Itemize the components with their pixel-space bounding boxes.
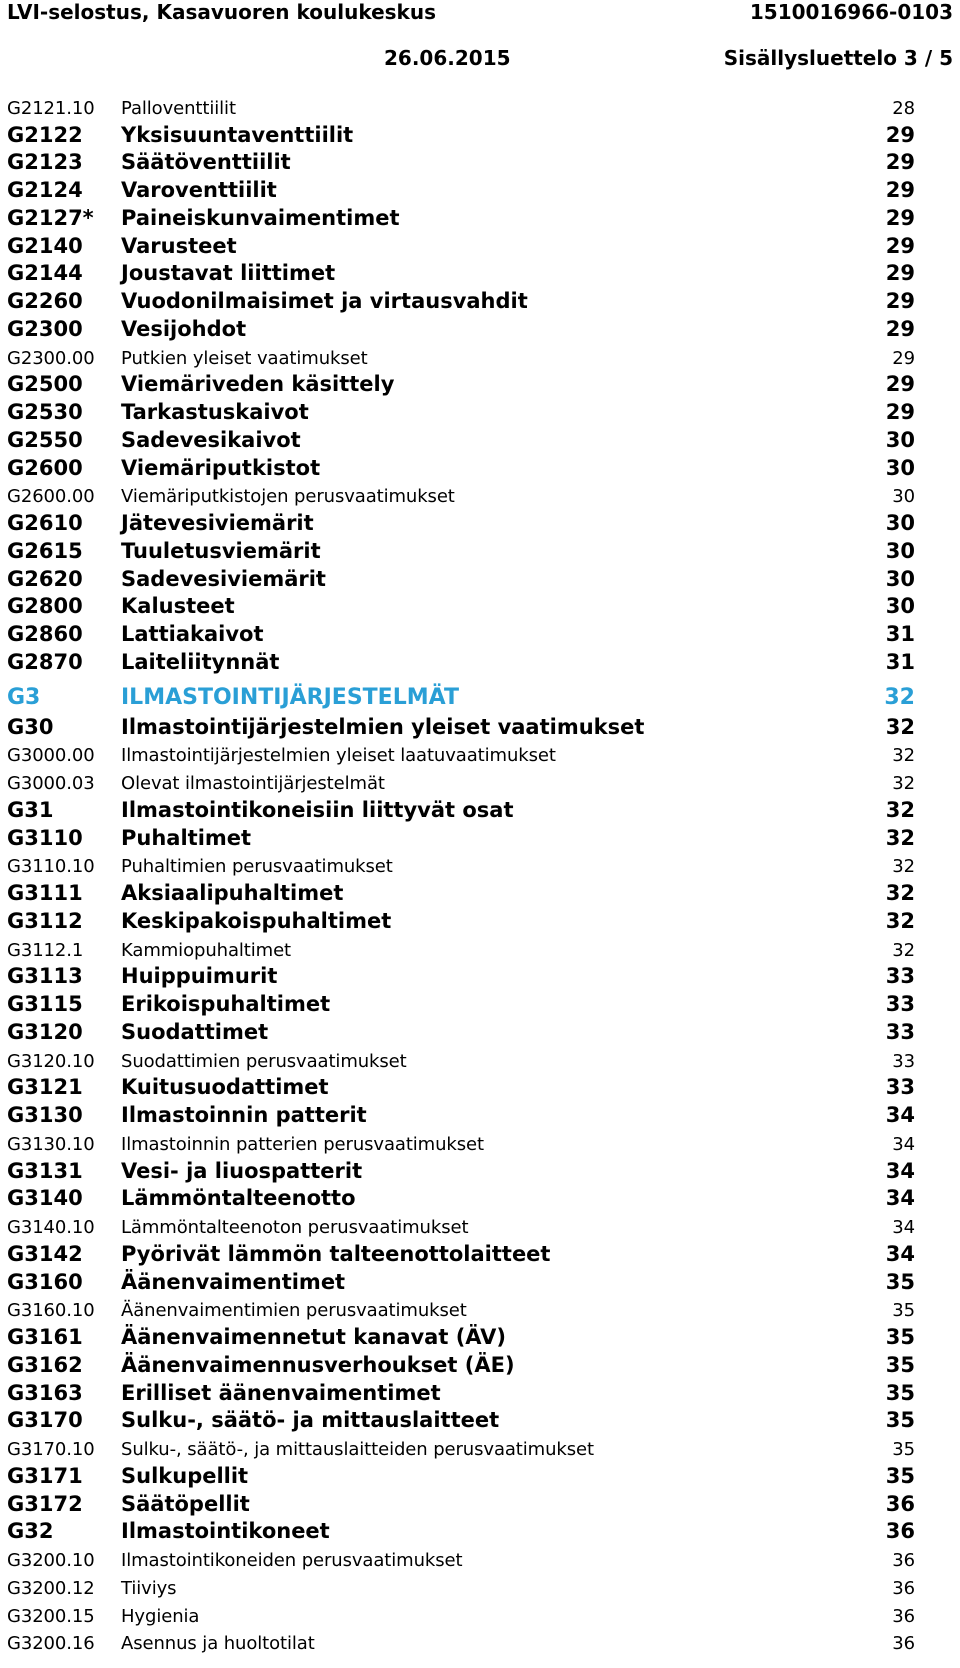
toc-entry-title: Suodattimet <box>121 1019 269 1044</box>
toc-entry-page: 36 <box>885 1519 915 1544</box>
toc-entry-title: Lämmöntalteenoton perusvaatimukset <box>121 1217 469 1238</box>
toc-entry[interactable] <box>0 454 960 482</box>
toc-entry-page: 35 <box>885 1352 915 1377</box>
toc-entry-title: Sulku-, säätö-, ja mittauslaitteiden perusvaatimukset <box>121 1439 594 1460</box>
toc-entry-code: G3111 <box>7 881 83 905</box>
toc-entry-page: 35 <box>892 1300 915 1322</box>
toc-entry-code: G3120 <box>7 1019 83 1044</box>
toc-entry-title: Aksiaalipuhaltimet <box>121 881 344 905</box>
toc-entry-page: 35 <box>885 1269 915 1294</box>
toc-entry-title: Kalusteet <box>121 594 235 619</box>
toc-entry-page: 29 <box>885 400 915 424</box>
toc-entry[interactable] <box>0 935 960 963</box>
toc-entry-title: Lattiakaivot <box>121 622 264 646</box>
toc-entry-title: Äänenvaimentimien perusvaatimukset <box>121 1300 467 1322</box>
toc-entry-page: 35 <box>885 1325 915 1349</box>
toc-entry-code: G2530 <box>7 400 83 424</box>
toc-entry-page: 33 <box>885 1019 915 1044</box>
toc-entry-code: G3163 <box>7 1380 83 1405</box>
toc-entry[interactable] <box>0 1601 960 1629</box>
toc-entry-code: G3200.16 <box>7 1633 95 1655</box>
toc-entry[interactable] <box>0 676 960 713</box>
toc-entry-page: 32 <box>892 939 915 961</box>
toc-entry[interactable] <box>0 620 960 648</box>
toc-entry-code: G3160.10 <box>7 1300 95 1322</box>
toc-entry[interactable] <box>0 852 960 880</box>
toc-entry-code: G3161 <box>7 1325 83 1349</box>
toc-entry-title: Joustavat liittimet <box>121 261 336 286</box>
toc-entry-code: G2140 <box>7 233 83 258</box>
toc-entry-code: G3200.10 <box>7 1550 95 1571</box>
toc-entry[interactable] <box>0 343 960 371</box>
toc-entry[interactable] <box>0 990 960 1018</box>
toc-entry[interactable] <box>0 287 960 315</box>
toc-entry-code: G3130 <box>7 1103 83 1127</box>
toc-entry-code: G2123 <box>7 150 83 175</box>
toc-entry[interactable] <box>0 509 960 537</box>
toc-entry-page: 30 <box>885 511 915 535</box>
toc-entry-page: 33 <box>885 1075 915 1100</box>
toc-entry[interactable] <box>0 1157 960 1185</box>
toc-entry-title: Äänenvaimennetut kanavat (ÄV) <box>121 1325 506 1349</box>
toc-entry-page: 31 <box>885 622 915 646</box>
toc-entry[interactable] <box>0 1490 960 1518</box>
toc-entry-page: 32 <box>892 856 915 878</box>
toc-entry-page: 32 <box>885 908 915 933</box>
toc-entry-title: Putkien yleiset vaatimukset <box>121 347 368 369</box>
toc-entry[interactable] <box>0 232 960 260</box>
toc-entry-page: 34 <box>885 1186 915 1211</box>
toc-entry[interactable] <box>0 204 960 232</box>
toc-entry-code: G3171 <box>7 1463 83 1488</box>
toc-entry-code: G3115 <box>7 992 83 1016</box>
toc-entry-title: Tiiviys <box>121 1577 177 1599</box>
toc-entry[interactable] <box>0 796 960 824</box>
toc-entry-code: G3170 <box>7 1408 83 1433</box>
toc-entry[interactable] <box>0 824 960 852</box>
toc-entry-page: 32 <box>892 745 915 767</box>
toc-entry-code: G3121 <box>7 1075 83 1100</box>
toc-entry-code: G3 <box>7 684 41 710</box>
toc-entry[interactable] <box>0 482 960 510</box>
toc-entry-title: Tarkastuskaivot <box>121 400 309 424</box>
toc-entry[interactable] <box>0 907 960 935</box>
toc-entry[interactable] <box>0 426 960 454</box>
toc-entry-page: 34 <box>892 1217 915 1238</box>
toc-entry-title: Vuodonilmaisimet ja virtausvahdit <box>121 289 528 313</box>
toc-entry-code: G3000.03 <box>7 773 95 794</box>
toc-entry-title: Vesi- ja liuospatterit <box>121 1158 363 1183</box>
toc-entry-page: 36 <box>892 1605 915 1627</box>
toc-entry-title: Kammiopuhaltimet <box>121 939 291 961</box>
toc-entry-page: 30 <box>892 486 915 508</box>
toc-entry-title: Laiteliitynnät <box>121 649 280 674</box>
toc-entry-code: G3140.10 <box>7 1217 95 1238</box>
toc-entry-page: 29 <box>885 122 915 147</box>
toc-entry-code: G2800 <box>7 594 83 619</box>
toc-entry-page: 29 <box>885 289 915 313</box>
toc-entry-title: Ilmastointijärjestelmien yleiset laatuvaatimukset <box>121 745 556 767</box>
toc-entry-page: 29 <box>885 372 915 397</box>
toc-entry-title: Varoventtiilit <box>121 178 277 202</box>
toc-entry-page: 29 <box>885 150 915 175</box>
toc-entry-code: G3142 <box>7 1241 83 1266</box>
toc-entry[interactable] <box>0 1101 960 1129</box>
toc-entry[interactable] <box>0 176 960 204</box>
toc-entry[interactable] <box>0 93 960 121</box>
toc-entry-code: G2300 <box>7 316 83 341</box>
toc-entry-title: Säätöventtiilit <box>121 150 291 175</box>
toc-entry[interactable] <box>0 879 960 907</box>
toc-entry[interactable] <box>0 593 960 621</box>
toc-entry-page: 32 <box>884 684 915 710</box>
toc-entry-title: Sulkupellit <box>121 1463 249 1488</box>
document-date: 26.06.2015 <box>384 46 511 70</box>
toc-entry-page: 29 <box>885 178 915 202</box>
toc-entry-page: 34 <box>885 1103 915 1127</box>
toc-entry-title: Hygienia <box>121 1605 200 1627</box>
toc-entry-page: 34 <box>892 1133 915 1155</box>
toc-entry-title: Huippuimurit <box>121 964 278 989</box>
toc-entry[interactable] <box>0 1296 960 1324</box>
toc-entry[interactable] <box>0 741 960 769</box>
toc-entry-code: G3130.10 <box>7 1133 95 1155</box>
toc-entry-title: Suodattimien perusvaatimukset <box>121 1050 407 1072</box>
toc-entry-code: G3112 <box>7 908 83 933</box>
toc-entry[interactable] <box>0 537 960 565</box>
toc-entry-code: G3120.10 <box>7 1050 95 1072</box>
toc-entry-page: 36 <box>885 1491 915 1516</box>
toc-entry-code: G31 <box>7 797 54 822</box>
toc-entry[interactable] <box>0 1046 960 1074</box>
toc-entry-code: G3170.10 <box>7 1439 95 1460</box>
toc-entry-code: G3110.10 <box>7 856 95 878</box>
toc-entry-code: G3160 <box>7 1269 83 1294</box>
toc-entry-page: 32 <box>885 825 915 850</box>
toc-entry-code: G2300.00 <box>7 347 95 369</box>
toc-entry-page: 36 <box>892 1577 915 1599</box>
toc-entry-page: 29 <box>885 233 915 258</box>
toc-entry-code: G3172 <box>7 1491 83 1516</box>
toc-entry-page: 33 <box>892 1050 915 1072</box>
toc-entry-title: Ilmastointijärjestelmien yleiset vaatimukset <box>121 714 645 739</box>
page-label: Sisällysluettelo 3 / 5 <box>723 46 953 70</box>
toc-entry-title: Vesijohdot <box>121 316 247 341</box>
toc-entry-title: Viemäriputkistot <box>121 455 321 480</box>
toc-entry-title: Ilmastoinnin patterien perusvaatimukset <box>121 1133 484 1155</box>
toc-entry-code: G2870 <box>7 649 83 674</box>
toc-entry-title: Pyörivät lämmön talteenottolaitteet <box>121 1241 551 1266</box>
toc-entry[interactable] <box>0 149 960 177</box>
toc-entry-page: 32 <box>885 714 915 739</box>
toc-entry-page: 29 <box>892 347 915 369</box>
document-number: 1510016966-0103 <box>749 0 953 24</box>
toc-entry[interactable] <box>0 1434 960 1462</box>
toc-entry-code: G3200.12 <box>7 1577 95 1599</box>
toc-entry-title: Sadevesiviemärit <box>121 566 326 591</box>
toc-entry[interactable] <box>0 1407 960 1435</box>
toc-entry-code: G2600.00 <box>7 486 95 508</box>
toc-entry-code: G2615 <box>7 538 83 563</box>
toc-entry-code: G2610 <box>7 511 83 535</box>
toc-entry[interactable] <box>0 1212 960 1240</box>
toc-entry-page: 35 <box>885 1408 915 1433</box>
toc-entry-page: 30 <box>885 566 915 591</box>
toc-entry-code: G2124 <box>7 178 83 202</box>
document-title: LVI-selostus, Kasavuoren koulukeskus <box>7 0 436 24</box>
toc-entry-title: Erilliset äänenvaimentimet <box>121 1380 441 1405</box>
toc-entry-title: Tuuletusviemärit <box>121 538 321 563</box>
toc-entry-title: Ilmastointikoneiden perusvaatimukset <box>121 1550 463 1571</box>
toc-entry-title: Säätöpellit <box>121 1491 250 1516</box>
toc-entry-page: 30 <box>885 455 915 480</box>
toc-entry-code: G3131 <box>7 1158 83 1183</box>
toc-entry-page: 28 <box>892 97 915 119</box>
toc-entry[interactable] <box>0 1573 960 1601</box>
toc-entry-page: 29 <box>885 316 915 341</box>
toc-entry-code: G32 <box>7 1519 54 1544</box>
toc-entry-page: 32 <box>885 797 915 822</box>
toc-entry[interactable] <box>0 1018 960 1046</box>
toc-entry[interactable] <box>0 1185 960 1213</box>
toc-entry-page: 30 <box>885 594 915 619</box>
toc-entry-title: Äänenvaimentimet <box>121 1269 346 1294</box>
toc-entry-page: 31 <box>885 649 915 674</box>
toc-entry-code: G3110 <box>7 825 83 850</box>
toc-entry-title: Erikoispuhaltimet <box>121 992 331 1016</box>
toc-entry-code: G2122 <box>7 122 83 147</box>
toc-entry-code: G3113 <box>7 964 83 989</box>
toc-entry[interactable] <box>0 1629 960 1657</box>
toc-entry-page: 29 <box>885 261 915 286</box>
toc-entry[interactable] <box>0 1351 960 1379</box>
toc-entry-title: Lämmöntalteenotto <box>121 1186 356 1211</box>
toc-entry[interactable] <box>0 648 960 676</box>
toc-entry-code: G2121.10 <box>7 97 95 119</box>
toc-entry-code: G3162 <box>7 1352 83 1377</box>
toc-entry-code: G2127* <box>7 205 94 230</box>
toc-entry[interactable] <box>0 398 960 426</box>
toc-entry-page: 29 <box>885 205 915 230</box>
toc-entry-page: 30 <box>885 427 915 452</box>
toc-entry[interactable] <box>0 1462 960 1490</box>
toc-entry[interactable] <box>0 121 960 149</box>
toc-entry-code: G2144 <box>7 261 83 286</box>
toc-entry[interactable] <box>0 713 960 741</box>
toc-entry-title: Palloventtiilit <box>121 97 236 119</box>
toc-entry[interactable] <box>0 1518 960 1546</box>
toc-entry-code: G3140 <box>7 1186 83 1211</box>
toc-entry-title: ILMASTOINTIJÄRJESTELMÄT <box>121 684 459 710</box>
toc-entry-code: G2620 <box>7 566 83 591</box>
toc-entry-title: Puhaltimet <box>121 825 252 850</box>
toc-entry[interactable] <box>0 1074 960 1102</box>
toc-entry-title: Viemäriveden käsittely <box>121 372 395 397</box>
toc-entry-page: 36 <box>892 1633 915 1655</box>
toc-entry-title: Ilmastointikoneisiin liittyvät osat <box>121 797 514 822</box>
toc-entry[interactable] <box>0 565 960 593</box>
toc-entry[interactable] <box>0 963 960 991</box>
toc-entry-code: G2600 <box>7 455 83 480</box>
toc-entry-page: 32 <box>885 881 915 905</box>
toc-entry-title: Kuitusuodattimet <box>121 1075 329 1100</box>
toc-entry-title: Olevat ilmastointijärjestelmät <box>121 773 385 794</box>
toc-entry-code: G30 <box>7 714 54 739</box>
toc-entry-title: Äänenvaimennusverhoukset (ÄE) <box>121 1352 515 1377</box>
toc-entry-page: 35 <box>885 1380 915 1405</box>
toc-entry-page: 36 <box>892 1550 915 1571</box>
toc-entry-page: 34 <box>885 1158 915 1183</box>
toc-entry-title: Ilmastointikoneet <box>121 1519 330 1544</box>
toc-entry[interactable] <box>0 260 960 288</box>
toc-entry[interactable] <box>0 1240 960 1268</box>
toc-entry-code: G3200.15 <box>7 1605 95 1627</box>
toc-entry-code: G3112.1 <box>7 939 84 961</box>
toc-entry-title: Varusteet <box>121 233 237 258</box>
toc-entry-page: 33 <box>885 964 915 989</box>
toc-entry-page: 32 <box>892 773 915 794</box>
toc-entry-code: G2500 <box>7 372 83 397</box>
toc-entry-title: Sulku-, säätö- ja mittauslaitteet <box>121 1408 500 1433</box>
toc-entry-page: 35 <box>892 1439 915 1460</box>
toc-entry-code: G2860 <box>7 622 83 646</box>
toc-entry-title: Asennus ja huoltotilat <box>121 1633 315 1655</box>
toc-entry-page: 35 <box>885 1463 915 1488</box>
toc-entry-page: 34 <box>885 1241 915 1266</box>
toc-entry-title: Sadevesikaivot <box>121 427 301 452</box>
toc-entry[interactable] <box>0 1379 960 1407</box>
toc-entry-title: Paineiskunvaimentimet <box>121 205 400 230</box>
toc-entry[interactable] <box>0 1129 960 1157</box>
table-of-contents <box>0 93 960 1656</box>
toc-entry-title: Jätevesiviemärit <box>121 511 314 535</box>
toc-entry[interactable] <box>0 768 960 796</box>
toc-entry-code: G3000.00 <box>7 745 95 767</box>
toc-entry-code: G2550 <box>7 427 83 452</box>
toc-entry-page: 30 <box>885 538 915 563</box>
toc-entry-title: Viemäriputkistojen perusvaatimukset <box>121 486 455 508</box>
toc-entry[interactable] <box>0 315 960 343</box>
toc-entry[interactable] <box>0 371 960 399</box>
toc-entry-code: G2260 <box>7 289 83 313</box>
toc-entry-title: Puhaltimien perusvaatimukset <box>121 856 393 878</box>
toc-entry-title: Ilmastoinnin patterit <box>121 1103 367 1127</box>
toc-entry[interactable] <box>0 1545 960 1573</box>
toc-entry-title: Yksisuuntaventtiilit <box>121 122 354 147</box>
toc-entry[interactable] <box>0 1323 960 1351</box>
toc-entry[interactable] <box>0 1268 960 1296</box>
toc-entry-title: Keskipakoispuhaltimet <box>121 908 392 933</box>
toc-entry-page: 33 <box>885 992 915 1016</box>
